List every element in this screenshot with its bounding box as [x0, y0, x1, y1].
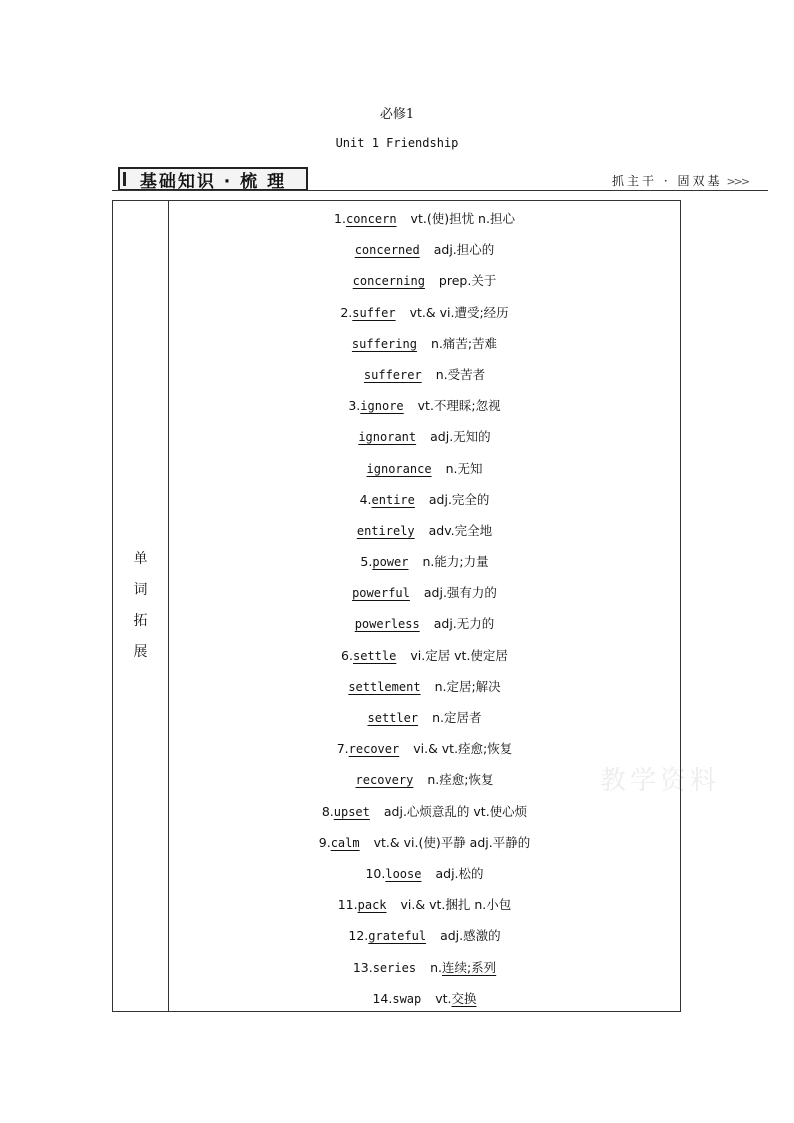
entry-number: 6.	[341, 647, 353, 663]
vocab-entry	[169, 952, 680, 983]
entry-word: settle	[352, 648, 397, 663]
entry-word: concerning	[352, 274, 425, 289]
entry-word: suffering	[351, 336, 417, 351]
vocab-entry	[169, 671, 680, 702]
entry-number: 14.	[372, 990, 393, 1006]
entry-number: 4.	[359, 491, 372, 507]
definition-answer: 交换	[451, 990, 477, 1006]
vocab-entry	[169, 733, 680, 764]
entry-word: power	[372, 555, 409, 570]
vocab-entry	[169, 827, 680, 858]
definition-prefix: vt.	[435, 990, 452, 1006]
entry-word: ignorant	[358, 430, 417, 445]
entry-word: upset	[333, 804, 370, 819]
watermark: 教学资料	[600, 766, 721, 796]
entry-definition	[435, 991, 476, 1006]
entry-word: grateful	[368, 929, 427, 944]
category-char: 拓	[133, 613, 148, 629]
category-char: 单	[133, 551, 148, 567]
entry-word: powerful	[352, 586, 410, 601]
entry-word: entire	[371, 492, 415, 507]
entries-column	[169, 201, 680, 1011]
slogan-text: 抓主干 · 固双基	[612, 174, 723, 188]
entry-definition: adj.无力的	[433, 616, 495, 632]
entry-definition: n.痊愈;恢复	[427, 772, 494, 788]
header-divider	[112, 190, 768, 191]
entry-word: recovery	[355, 773, 414, 788]
entry-definition: adj.松的	[435, 865, 484, 881]
entry-definition	[430, 960, 496, 975]
entry-definition: adj.感激的	[440, 928, 501, 944]
entry-number: 11.	[337, 897, 358, 913]
entry-definition: adj.无知的	[430, 429, 491, 445]
entry-definition: n.受苦者	[435, 366, 486, 382]
entry-definition: adj.完全的	[428, 491, 490, 507]
vocab-entry	[169, 702, 680, 733]
vocab-entry	[169, 983, 680, 1014]
vocab-entry	[169, 234, 680, 265]
entry-number: 12.	[348, 928, 369, 944]
vocabulary-table	[112, 200, 681, 1012]
entry-definition: n.定居者	[432, 710, 482, 725]
vocab-entry	[169, 640, 680, 671]
vocab-entry	[169, 484, 680, 515]
entry-word: sufferer	[363, 367, 422, 382]
definition-answer: 连续;系列	[441, 959, 497, 975]
book-title: 必修1	[379, 107, 415, 122]
entry-word: calm	[330, 835, 360, 850]
vocab-entry	[169, 546, 680, 577]
entry-word: settlement	[348, 679, 421, 694]
entry-number: 3.	[348, 398, 361, 414]
entry-definition: adj.强有力的	[423, 585, 497, 601]
vocab-entry	[169, 359, 680, 390]
entry-definition: adj.心烦意乱的 vt.使心烦	[383, 803, 528, 819]
entry-definition: n.定居;解决	[434, 678, 501, 694]
vocab-entry	[169, 889, 680, 920]
vocab-entry	[169, 920, 680, 951]
entry-word: series	[372, 960, 417, 975]
vocab-entry	[169, 453, 680, 484]
vocab-entry	[169, 764, 680, 795]
vocab-entry	[169, 265, 680, 296]
entry-word: entirely	[356, 523, 415, 538]
vocab-entry	[169, 421, 680, 452]
section-banner	[118, 167, 308, 191]
entry-word: suffer	[352, 305, 396, 320]
entry-number: 2.	[340, 304, 353, 320]
unit-title: Unit 1 Friendship	[335, 136, 459, 150]
entry-number: 1.	[334, 211, 346, 226]
entry-word: ignorance	[366, 461, 432, 476]
vocab-entry	[169, 577, 680, 608]
entry-word: loose	[385, 866, 422, 881]
entry-word: concerned	[354, 243, 420, 258]
vocab-entry	[169, 608, 680, 639]
entry-number: 9.	[318, 834, 331, 850]
entry-definition: vt.(使)担忧 n.担心	[410, 211, 515, 226]
section-slogan	[612, 172, 748, 189]
entry-definition: n.无知	[445, 460, 483, 476]
category-cell	[113, 201, 169, 1011]
entry-definition: vt.& vi.遭受;经历	[409, 304, 509, 320]
vocab-entry	[169, 515, 680, 546]
entry-definition: prep.关于	[438, 273, 497, 289]
chevron-right-icon: >>>	[726, 175, 749, 188]
entry-word: ignore	[360, 399, 404, 414]
entry-definition: vi.& vt.捆扎 n.小包	[400, 897, 512, 913]
entry-definition: vi.& vt.痊愈;恢复	[413, 741, 513, 757]
entry-definition: vt.不理睬;忽视	[417, 398, 501, 414]
entry-word: recover	[348, 742, 400, 757]
category-char: 词	[133, 582, 148, 598]
vocab-entry	[169, 858, 680, 889]
entry-definition: adj.担心的	[433, 242, 495, 258]
entry-word: swap	[392, 991, 422, 1006]
entry-word: pack	[357, 898, 387, 913]
entry-definition: vt.& vi.(使)平静 adj.平静的	[373, 834, 531, 850]
entry-definition: n.能力;力量	[422, 554, 489, 570]
entry-definition: n.痛苦;苦难	[430, 335, 498, 351]
entry-word: concern	[345, 212, 397, 226]
entry-number: 7.	[336, 741, 349, 757]
entry-word: settler	[367, 711, 419, 725]
entry-number: 8.	[321, 803, 334, 819]
entry-definition: adv.完全地	[428, 522, 493, 538]
entry-number: 5.	[360, 554, 373, 570]
entry-word: powerless	[354, 617, 420, 632]
vocab-entry	[169, 297, 680, 328]
vocab-entry	[169, 203, 680, 234]
category-char: 展	[133, 644, 148, 660]
vocab-entry	[169, 390, 680, 421]
entry-number: 10.	[365, 865, 386, 881]
section-title: 基础知识 · 梳 理	[139, 171, 287, 192]
entry-definition: vi.定居 vt.使定居	[410, 647, 508, 663]
vocab-entry	[169, 328, 680, 359]
vocab-entry	[169, 796, 680, 827]
definition-prefix: n.	[430, 959, 442, 975]
entry-number: 13.	[352, 959, 373, 975]
